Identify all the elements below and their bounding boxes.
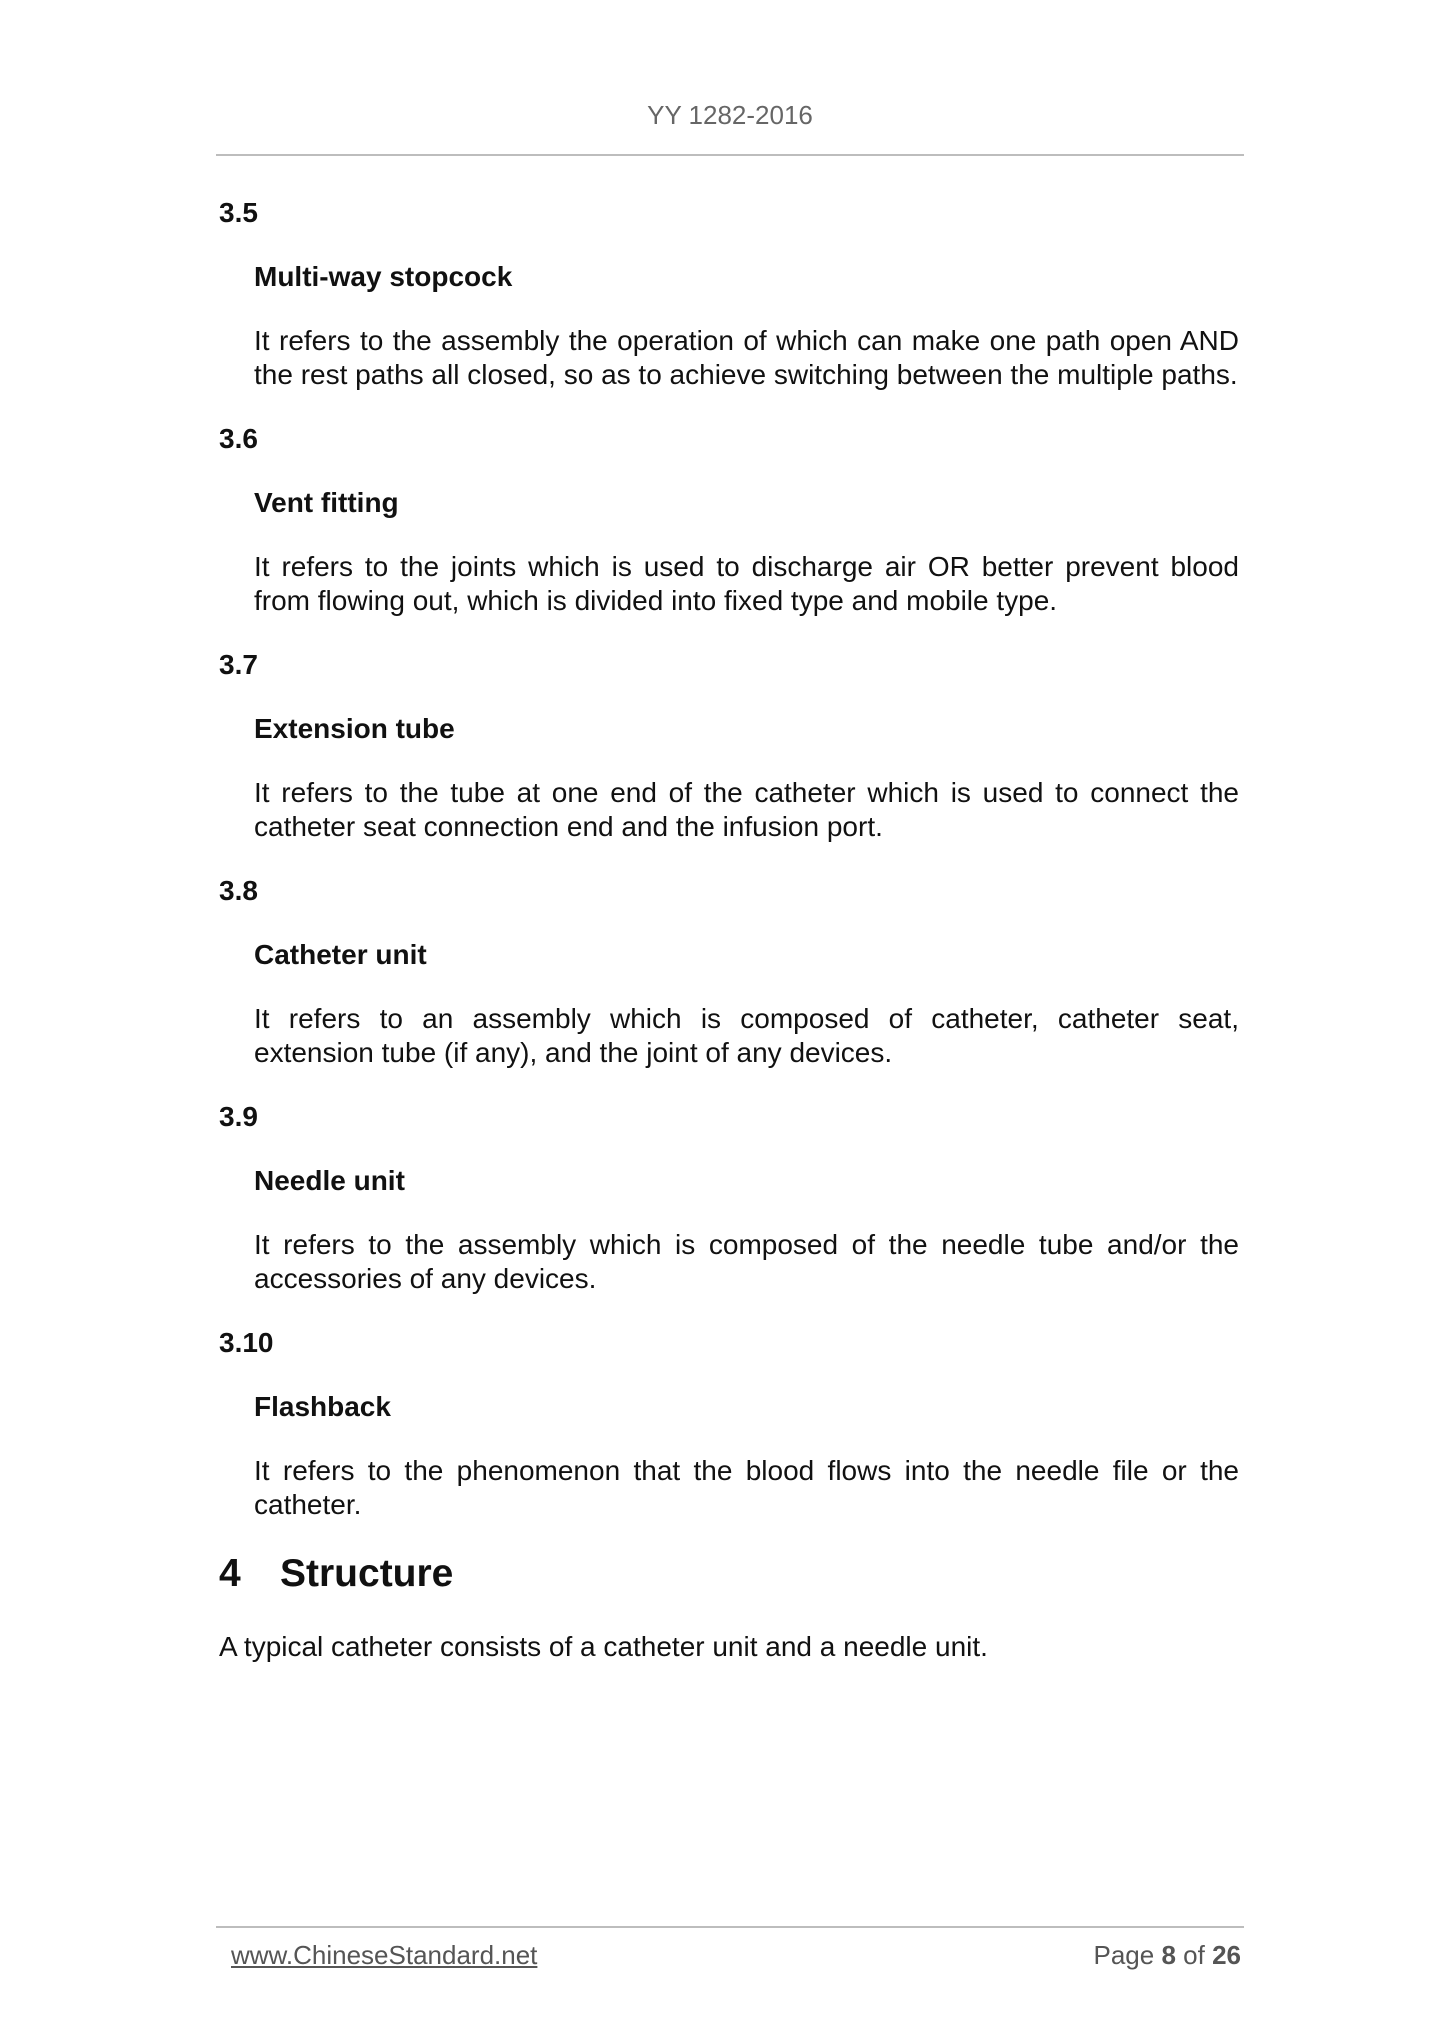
term-title: Extension tube [254,713,455,744]
term-number: 3.10 [219,1327,274,1358]
section-body: A typical catheter consists of a catheter unit and a needle unit. [219,1631,988,1662]
section-title: Structure [280,1552,454,1595]
term-entry [219,196,1239,392]
page-footer [231,1940,1241,1971]
term-definition: It refers to the assembly the operation of which can make one path open AND the rest paths all closed, so as to achieve switching between the multiple paths. [254,325,1239,390]
term-entry [219,648,1239,844]
term-entry [219,422,1239,618]
website-link[interactable]: www.ChineseStandard.net [231,1940,538,1970]
page-indicator [1093,1940,1241,1971]
term-title: Catheter unit [254,939,427,970]
term-definition: It refers to the assembly which is composed of the needle tube and/or the accessories of any devices. [254,1229,1239,1294]
footer-divider [216,1926,1244,1928]
term-number: 3.8 [219,875,258,906]
term-title: Flashback [254,1391,391,1422]
term-number: 3.9 [219,1101,258,1132]
page-current: 8 [1161,1940,1176,1970]
header-divider [216,154,1244,156]
term-number: 3.7 [219,649,258,680]
page-prefix: Page [1093,1940,1155,1970]
section-number: 4 [219,1552,241,1595]
term-number: 3.5 [219,197,258,228]
term-definition: It refers to the joints which is used to discharge air OR better prevent blood from flowing out, which is divided into fixed type and mobile type. [254,551,1239,616]
section-heading [219,1552,1239,1596]
term-title: Vent fitting [254,487,399,518]
term-definition: It refers to an assembly which is composed of catheter, catheter seat, extension tube (if any), and the joint of any devices. [254,1003,1239,1068]
page-total: 26 [1212,1940,1241,1970]
term-entry [219,874,1239,1070]
term-title: Multi-way stopcock [254,261,513,292]
page-header: YY 1282-2016 [647,100,813,130]
document-body [219,196,1239,1664]
term-definition: It refers to the phenomenon that the blood flows into the needle file or the catheter. [254,1455,1239,1520]
page-of: of [1183,1940,1205,1970]
term-title: Needle unit [254,1165,405,1196]
term-entry [219,1326,1239,1522]
term-entry [219,1100,1239,1296]
term-number: 3.6 [219,423,258,454]
term-definition: It refers to the tube at one end of the catheter which is used to connect the catheter seat connection end and the infusion port. [254,777,1239,842]
